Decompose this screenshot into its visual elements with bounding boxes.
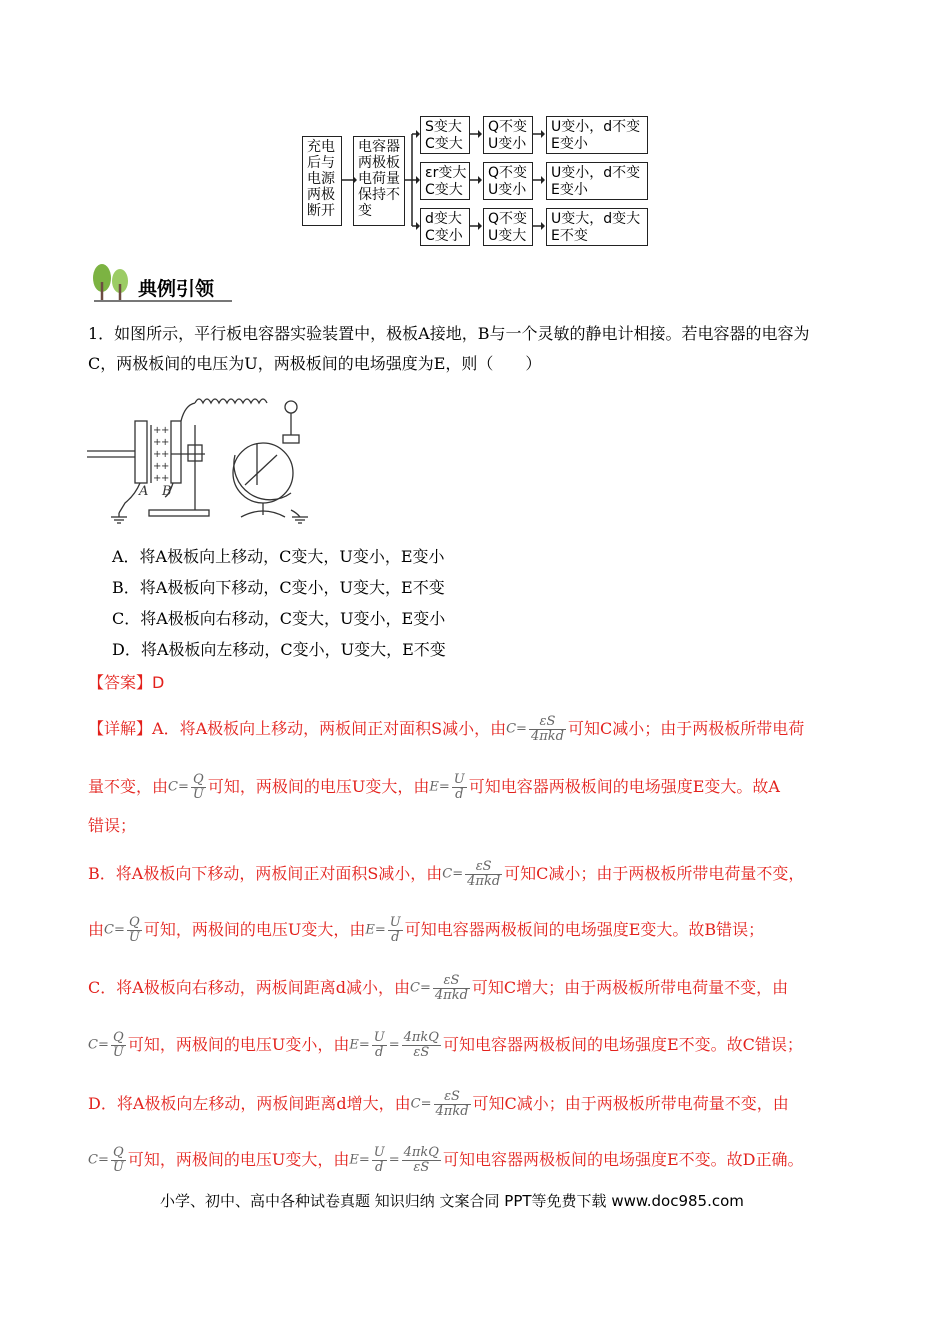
formula-q-over-u: $\frac{Q}{U}$ [192,772,204,802]
flow-row2-cause: εr变大 C变大 [420,162,470,200]
answer-line [88,672,164,694]
option-c: C．将A极板向右移动，C变大，U变小，E变小 [112,609,446,628]
explain-b-line1: B．将A极板向下移动，两板间正对面积S减小，由C= $\frac{\varepsilon S}{\text{4πkd}}$ 可知C减小；由于两极板所带电荷量不变， [88,859,805,889]
formula-field-strength: $\frac{\text{4πkQ}}{\varepsilon S}$ [403,1030,439,1060]
question-line-1: 1．如图所示，平行板电容器实验装置中，极板A接地，B与一个灵敏的静电计相接。若电容器的电容为 [88,324,810,343]
svg-text:+: + [153,449,162,460]
explain-a-line2: 量不变，由C= $\frac{Q}{U}$ 可知，两极间的电压U变大，由E= $\frac{U}{d}$ 可知电容器两极板间的电场强度E变大。故A [88,772,780,802]
flow-row3-cause: d变大 C变小 [420,208,470,246]
formula-field-strength: $\frac{\text{4πkQ}}{\varepsilon S}$ [403,1145,439,1175]
flow-middle-box: 电容器两极板电荷量保持不变 [353,136,405,226]
option-a: A．将A极板向上移动，C变大，U变小，E变小 [112,547,445,566]
svg-text:+: + [161,425,170,436]
svg-text:+: + [153,473,162,484]
formula-q-over-u: $\frac{Q}{U}$ [128,915,140,945]
formula-u-over-d: $\frac{U}{d}$ [373,1145,385,1175]
flow-row3-charge: Q不变 U变大 [483,208,533,246]
explain-d-line1: D．将A极板向左移动，两板间距离d增大，由C= $\frac{\varepsilon S}{\text{4πkd}}$ 可知C减小；由于两极板所带电荷量不变，由 [88,1089,789,1119]
svg-text:+: + [153,425,162,436]
explain-a-line3: 错误； [88,816,137,835]
formula-capacitance: $\frac{\varepsilon S}{\text{4πkd}}$ [467,859,501,889]
heading-underline [94,300,232,302]
svg-text:+: + [161,449,170,460]
question-line-2: C，两极板间的电压为U，两极板间的电场强度为E，则（ ） [88,354,542,373]
tree-icon [88,262,136,302]
explain-c-line2: C= $\frac{Q}{U}$ 可知，两极间的电压U变小，由E= $\frac{U}{d}$ = $\frac{\text{4πkQ}}{\varepsilon S}$ 可知电容器两极板间的电场强度E不变。故C错误； [88,1030,803,1060]
formula-u-over-d: $\frac{U}{d}$ [389,915,401,945]
flow-row1-charge: Q不变 U变小 [483,116,533,154]
option-b: B．将A极板向下移动，C变小，U变大，E不变 [112,578,445,597]
option-d: D．将A极板向左移动，C变小，U变大，E不变 [112,640,446,659]
explain-b-line2: 由C= $\frac{Q}{U}$ 可知，两极间的电压U变大，由E= $\frac{U}{d}$ 可知电容器两极板间的电场强度E变大。故B错误； [88,915,765,945]
svg-text:+: + [161,473,170,484]
flow-row3-result: U变大，d变大 E不变 [546,208,648,246]
explain-label: 【详解】 [88,719,153,738]
formula-capacitance: $\frac{\varepsilon S}{\text{4πkd}}$ [530,714,564,744]
plate-b-label: B [162,484,172,499]
section-heading [88,262,233,304]
explain-d-line2: C= $\frac{Q}{U}$ 可知，两极间的电压U变大，由E= $\frac{U}{d}$ = $\frac{\text{4πkQ}}{\varepsilon S}$ 可知电容器两极板间的电场强度E不变。故D正确。 [88,1145,804,1175]
svg-text:+: + [161,461,170,472]
formula-capacitance: $\frac{\varepsilon S}{\text{4πkd}}$ [434,973,468,1003]
flow-row2-charge: Q不变 U变小 [483,162,533,200]
plate-a-label: A [139,484,149,499]
answer-label: 【答案】 [88,673,153,692]
formula-q-over-u: $\frac{Q}{U}$ [112,1030,124,1060]
page-footer: 小学、初中、高中各种试卷真题 知识归纳 文案合同 PPT等免费下载 www.doc985.com [160,1192,744,1210]
flow-row1-cause: S变大 C变大 [420,116,470,154]
flow-row1-result: U变小，d不变 E变小 [546,116,648,154]
capacitor-electrometer-figure [85,385,320,530]
explain-c-line1: C．将A极板向右移动，两板间距离d减小，由C= $\frac{\varepsilon S}{\text{4πkd}}$ 可知C增大；由于两极板所带电荷量不变，由 [88,973,789,1003]
formula-u-over-d: $\frac{U}{d}$ [373,1030,385,1060]
answer-value: D [152,673,165,692]
svg-text:+: + [153,461,162,472]
formula-u-over-d: $\frac{U}{d}$ [453,772,465,802]
explain-a-line1: 【详解】A．将A极板向上移动，两板间正对面积S减小，由C= $\frac{\varepsilon S}{\text{4πkd}}$ 可知C减小；由于两极板所带电荷 [88,714,805,744]
formula-q-over-u: $\frac{Q}{U}$ [112,1145,124,1175]
flow-start-box: 充电后与电源两极断开 [302,136,342,226]
svg-text:+: + [153,437,162,448]
flow-row2-result: U变小，d不变 E变小 [546,162,648,200]
formula-capacitance: $\frac{\varepsilon S}{\text{4πkd}}$ [435,1089,469,1119]
svg-text:+: + [161,437,170,448]
section-title: 典例引领 [138,278,215,300]
